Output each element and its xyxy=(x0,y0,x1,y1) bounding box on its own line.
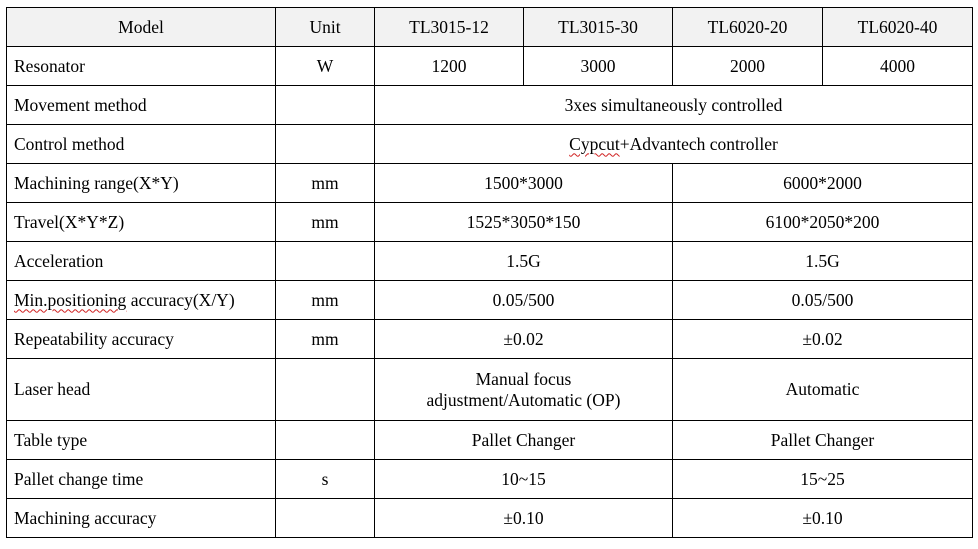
row-label: Travel(X*Y*Z) xyxy=(7,203,276,242)
header-model-3: TL6020-20 xyxy=(673,8,823,47)
cell-value: 15~25 xyxy=(673,460,973,499)
cell-value: 3000 xyxy=(524,47,673,86)
cell-value: 1525*3050*150 xyxy=(375,203,673,242)
cell-value xyxy=(375,359,673,421)
table-row xyxy=(7,281,973,320)
row-unit: s xyxy=(276,460,375,499)
row-label: Repeatability accuracy xyxy=(7,320,276,359)
table-row xyxy=(7,460,973,499)
cell-value: ±0.02 xyxy=(673,320,973,359)
table-row xyxy=(7,320,973,359)
table-row xyxy=(7,359,973,421)
cell-value: 1.5G xyxy=(375,242,673,281)
row-label xyxy=(7,281,276,320)
row-unit xyxy=(276,125,375,164)
table-row xyxy=(7,421,973,460)
row-unit: mm xyxy=(276,203,375,242)
cell-value: Pallet Changer xyxy=(673,421,973,460)
row-label: Resonator xyxy=(7,47,276,86)
row-unit xyxy=(276,86,375,125)
row-unit xyxy=(276,499,375,538)
cell-value: 6100*2050*200 xyxy=(673,203,973,242)
table-row xyxy=(7,125,973,164)
header-model-1: TL3015-12 xyxy=(375,8,524,47)
spellcheck-word: Min.positioning xyxy=(14,289,127,310)
header-model-2: TL3015-30 xyxy=(524,8,673,47)
table-row xyxy=(7,499,973,538)
row-unit: mm xyxy=(276,320,375,359)
header-model-4: TL6020-40 xyxy=(823,8,973,47)
row-label: Machining accuracy xyxy=(7,499,276,538)
cell-value: 6000*2000 xyxy=(673,164,973,203)
cell-value: ±0.10 xyxy=(673,499,973,538)
cell-value: 4000 xyxy=(823,47,973,86)
cell-value: Automatic xyxy=(673,359,973,421)
row-label: Table type xyxy=(7,421,276,460)
table-row xyxy=(7,203,973,242)
cell-value: 1500*3000 xyxy=(375,164,673,203)
cell-value: 1.5G xyxy=(673,242,973,281)
table-row xyxy=(7,86,973,125)
row-label: Movement method xyxy=(7,86,276,125)
row-label: Laser head xyxy=(7,359,276,421)
row-unit: mm xyxy=(276,281,375,320)
header-unit: Unit xyxy=(276,8,375,47)
cell-value: 0.05/500 xyxy=(375,281,673,320)
row-label: Machining range(X*Y) xyxy=(7,164,276,203)
cell-value xyxy=(375,125,973,164)
row-unit xyxy=(276,242,375,281)
row-unit xyxy=(276,421,375,460)
row-label-text: accuracy(X/Y) xyxy=(126,289,235,310)
row-unit: W xyxy=(276,47,375,86)
row-label: Pallet change time xyxy=(7,460,276,499)
cell-value: Pallet Changer xyxy=(375,421,673,460)
row-label: Control method xyxy=(7,125,276,164)
cell-value: 1200 xyxy=(375,47,524,86)
cell-value: 2000 xyxy=(673,47,823,86)
row-unit xyxy=(276,359,375,421)
table-row xyxy=(7,164,973,203)
row-unit: mm xyxy=(276,164,375,203)
row-label: Acceleration xyxy=(7,242,276,281)
table-row xyxy=(7,47,973,86)
cell-value: 10~15 xyxy=(375,460,673,499)
spec-table xyxy=(6,7,973,538)
spellcheck-word: Cypcut xyxy=(569,133,620,154)
cell-value: 0.05/500 xyxy=(673,281,973,320)
cell-value: ±0.02 xyxy=(375,320,673,359)
cell-line-2: adjustment/Automatic (OP) xyxy=(426,389,621,410)
cell-value: ±0.10 xyxy=(375,499,673,538)
cell-value-text: +Advantech controller xyxy=(619,133,778,154)
header-model: Model xyxy=(7,8,276,47)
cell-value: 3xes simultaneously controlled xyxy=(375,86,973,125)
cell-line-1: Manual focus xyxy=(475,368,572,389)
table-row xyxy=(7,242,973,281)
header-row xyxy=(7,8,973,47)
